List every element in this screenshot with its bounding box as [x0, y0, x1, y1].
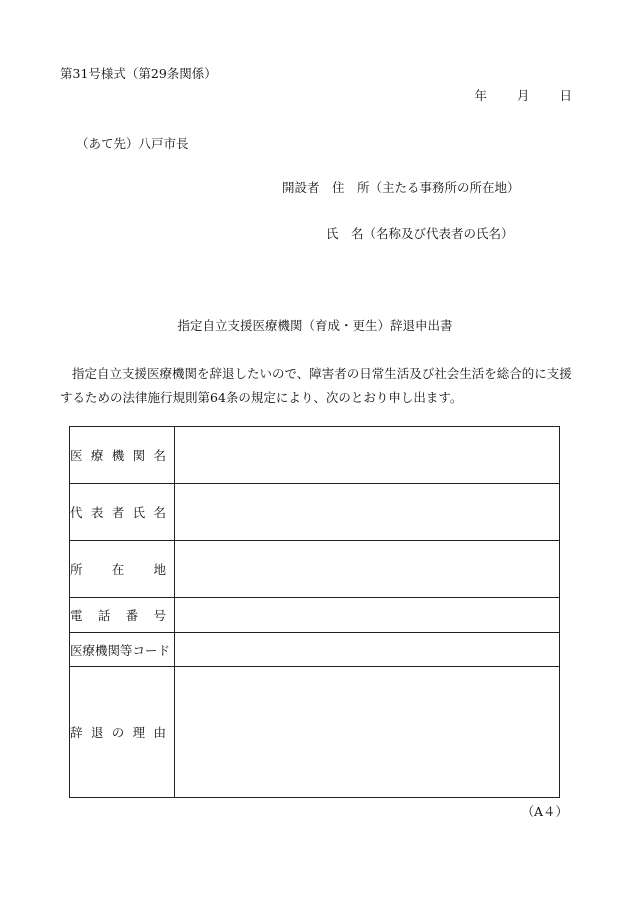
- label-phone: 電話番号: [70, 598, 175, 633]
- paper-size-label: （A４）: [521, 804, 568, 819]
- date-day: 日: [559, 88, 572, 103]
- label-reason: 辞退の理由: [70, 667, 175, 798]
- document-title: 指定自立支援医療機関（育成・更生）辞退申出書: [177, 318, 453, 333]
- field-reason[interactable]: [175, 667, 560, 798]
- date-line: [452, 86, 572, 104]
- label-institution-name: 医療機関名: [70, 427, 175, 484]
- opener-name-label: 氏 名（名称及び代表者の氏名）: [326, 226, 514, 241]
- date-year: 年: [474, 88, 487, 103]
- field-institution-code[interactable]: [175, 633, 560, 667]
- field-representative[interactable]: [175, 484, 560, 541]
- form-number: 第31号様式（第29条関係）: [60, 66, 217, 81]
- field-phone[interactable]: [175, 598, 560, 633]
- date-month: 月: [516, 88, 530, 103]
- table-row-location: [70, 541, 560, 598]
- label-institution-code: 医療機関等コード: [70, 633, 175, 667]
- label-representative: 代表者氏名: [70, 484, 175, 541]
- form-table: [69, 426, 560, 798]
- opener-address-label: 開設者 住 所（主たる事務所の所在地）: [282, 180, 520, 195]
- addressee: （あて先）八戸市長: [76, 136, 189, 151]
- table-row-reason: [70, 667, 560, 798]
- table-row-phone: [70, 598, 560, 633]
- table-row-institution-code: [70, 633, 560, 667]
- field-location[interactable]: [175, 541, 560, 598]
- field-institution-name[interactable]: [175, 427, 560, 484]
- table-row-representative: [70, 484, 560, 541]
- body-text: 指定自立支援医療機関を辞退したいので、障害者の日常生活及び社会生活を総合的に支援するための法律施行規則第64条の規定により、次のとおり申し出ます。: [60, 366, 572, 405]
- table-row-institution-name: [70, 427, 560, 484]
- label-location: 所在地: [70, 541, 175, 598]
